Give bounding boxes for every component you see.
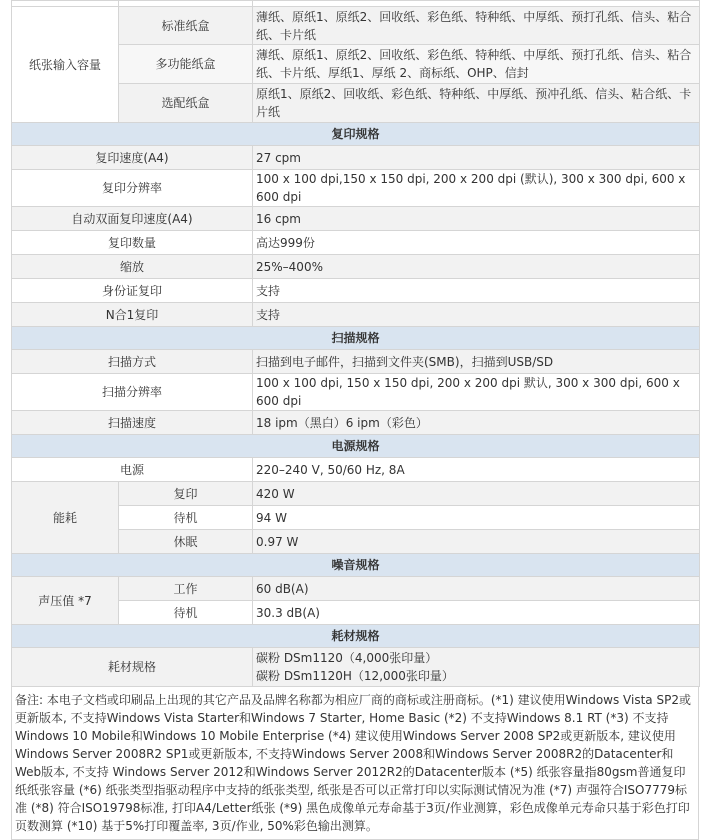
- scan-section-title: 扫描规格: [12, 327, 700, 350]
- toner-line: 碳粉 DSm1120（4,000张印量）: [256, 651, 438, 665]
- footnote: 备注: 本电子文档或印刷品上出现的其它产品及品牌名称都为相应厂商的商标或注册商标。(*1) 建议使用Windows Vista SP2或更新版本, 不支持Windows Vista Starter和Windows 7 Starter, Home Basic (*2) 不支持Windows 8.1 RT (*3) 不支持Windows 10 Mobile和Windows 10 Mobile Enterprise (*4) 建议使用Windows Server 2008 SP2或更新版本, 建议使用Windows Server 2008R2 SP1或更新版本, 不支持Windows Server 2008和Windows Server 2008R2的Datacenter和Web版本, 不支持 Windows Server 2012和Windows Server 2012R2的Datacenter版本 (*5) 纸张容量指80gsm普通复印纸纸张容量 (*6) 纸张类型指驱动程序中支持的纸张类型, 纸张是否可以正常打印以实际测试情况为准 (*7) 声强符合ISO7779标准 (*8) 符合ISO19798标准, 打印A4/Letter纸张 (*9) 黑色成像单元寿命基于3页/作业测算，彩色成像单元寿命只基于彩色打印页数测算 (*10) 基于5%打印覆盖率, 3页/作业, 50%彩色输出测算。: [11, 687, 699, 840]
- noise-section-title: 噪音规格: [12, 554, 700, 577]
- section-header-row: [12, 327, 700, 350]
- table-row: [12, 482, 700, 506]
- spec-value: 420 W: [253, 482, 700, 506]
- spec-value: 94 W: [253, 506, 700, 530]
- spec-label: 复印速度(A4): [12, 146, 253, 170]
- spec-table: [11, 0, 700, 687]
- spec-label: 复印数量: [12, 231, 253, 255]
- mode-name: 复印: [119, 482, 253, 506]
- section-header-row: [12, 435, 700, 458]
- spec-value: 27 cpm: [253, 146, 700, 170]
- spec-value: 支持: [253, 303, 700, 327]
- consumption-label: 能耗: [12, 482, 119, 554]
- spec-value: 支持: [253, 279, 700, 303]
- table-row: [12, 648, 700, 687]
- mode-name: 休眠: [119, 530, 253, 554]
- spec-label: 身份证复印: [12, 279, 253, 303]
- table-row: [12, 411, 700, 435]
- spec-value: 60 dB(A): [253, 577, 700, 601]
- spec-value: 18 ipm（黑白）6 ipm（彩色）: [253, 411, 700, 435]
- spec-value: 30.3 dB(A): [253, 601, 700, 625]
- copy-section-title: 复印规格: [12, 123, 700, 146]
- spec-value: 扫描到电子邮件，扫描到文件夹(SMB)，扫描到USB/SD: [253, 350, 700, 374]
- consumables-value: [253, 648, 700, 687]
- table-row: [12, 170, 700, 207]
- spec-value: 高达999份: [253, 231, 700, 255]
- spec-label: 自动双面复印速度(A4): [12, 207, 253, 231]
- mode-name: 工作: [119, 577, 253, 601]
- spec-label: 扫描方式: [12, 350, 253, 374]
- spec-label: 扫描速度: [12, 411, 253, 435]
- section-header-row: [12, 625, 700, 648]
- table-row: [12, 255, 700, 279]
- table-row: [12, 458, 700, 482]
- section-header-row: [12, 123, 700, 146]
- table-row: [12, 146, 700, 170]
- paper-tray-name: 标准纸盒: [119, 7, 253, 45]
- consumables-section-title: 耗材规格: [12, 625, 700, 648]
- table-row: [12, 350, 700, 374]
- paper-tray-name: 选配纸盒: [119, 84, 253, 123]
- spec-label: 缩放: [12, 255, 253, 279]
- paper-input-label: 纸张输入容量: [12, 7, 119, 123]
- spec-label: 电源: [12, 458, 253, 482]
- sound-pressure-label: 声压值 *7: [12, 577, 119, 625]
- spec-value: 16 cpm: [253, 207, 700, 231]
- spec-label: 耗材规格: [12, 648, 253, 687]
- table-row: [12, 303, 700, 327]
- spec-value: 100 x 100 dpi,150 x 150 dpi, 200 x 200 dpi (默认), 300 x 300 dpi, 600 x 600 dpi: [253, 170, 700, 207]
- table-row: [12, 279, 700, 303]
- paper-tray-value: 薄纸、原纸1、原纸2、回收纸、彩色纸、特种纸、中厚纸、预打孔纸、信头、粘合纸、卡片纸、厚纸1、厚纸 2、商标纸、OHP、信封: [253, 45, 700, 84]
- paper-tray-value: 薄纸、原纸1、原纸2、回收纸、彩色纸、特种纸、中厚纸、预打孔纸、信头、粘合纸、卡片纸: [253, 7, 700, 45]
- table-row: [12, 577, 700, 601]
- mode-name: 待机: [119, 601, 253, 625]
- spec-label: 复印分辨率: [12, 170, 253, 207]
- spec-value: 0.97 W: [253, 530, 700, 554]
- spec-label: N合1复印: [12, 303, 253, 327]
- spec-value: 25%–400%: [253, 255, 700, 279]
- power-section-title: 电源规格: [12, 435, 700, 458]
- mode-name: 待机: [119, 506, 253, 530]
- toner-line: 碳粉 DSm1120H（12,000张印量）: [256, 669, 454, 683]
- paper-tray-name: 多功能纸盒: [119, 45, 253, 84]
- table-row: [12, 231, 700, 255]
- section-header-row: [12, 554, 700, 577]
- table-row: [12, 7, 700, 45]
- table-row: [12, 207, 700, 231]
- paper-tray-value: 原纸1、原纸2、回收纸、彩色纸、特种纸、中厚纸、预冲孔纸、信头、粘合纸、卡片纸: [253, 84, 700, 123]
- spec-sheet: [11, 0, 699, 840]
- spec-label: 扫描分辨率: [12, 374, 253, 411]
- spec-value: 220–240 V, 50/60 Hz, 8A: [253, 458, 700, 482]
- spec-value: 100 x 100 dpi, 150 x 150 dpi, 200 x 200 dpi 默认, 300 x 300 dpi, 600 x 600 dpi: [253, 374, 700, 411]
- table-row: [12, 374, 700, 411]
